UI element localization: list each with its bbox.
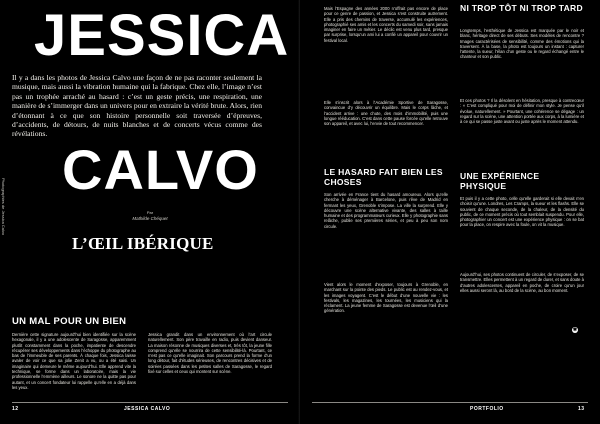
- footer-rule-right: [312, 402, 588, 403]
- body-r-col1-p2: Elle s’inscrit alors à l’Académie Sportive de Saragosse, convaincue d’y découvrir un équilibre. Mais le corps lâche, et l’accident arrive : une chute, des mois d’immobilité, puis une longue rééducation. C’est dans cette pause forcée qu’elle retrouve son appareil, et avec lui, l’envie de tout recommencer.: [324, 100, 448, 127]
- section-heading-experience: UNE EXPÉRIENCE PHYSIQUE: [460, 171, 540, 191]
- running-title: JESSICA CALVO: [124, 406, 171, 412]
- body-r-col1-p1: Mais l’Espagne des années 2000 n’offrait pas encore de place pour ce genre de passion, et Jessica s’est construite autrement. Elle a pris des chemins de traverse, accumulé les expériences, photographié ses amis et les concerts du samedi soir, sans jamais imaginer en faire un métier. Le déclic est venu plus tard, presque par surprise, lorsqu’un ami lui a confié un appareil pour couvrir un festival local.: [324, 6, 448, 43]
- section-heading-ni-trop: NI TROP TÔT NI TROP TARD: [460, 3, 583, 13]
- end-mark-icon: ✱: [572, 327, 578, 333]
- article-subtitle: L’ŒIL IBÉRIQUE: [72, 234, 214, 253]
- body-column-b: Jessica grandit dans un environnement où l’art circule naturellement. Son père travaille en radio, puis devient danseur. La maison résonne de musiques diverses et, très tôt, la jeune fille comprend qu’elle se nourrira de cette sensibilité-là. Pourtant, ce n’est pas ce qu’elle imaginait. Son parcours prend la forme d’un long détour, fait d’études sérieuses, de rencontres décisives et de soirées passées dans les petites salles de Saragosse, le regard fixé sur celles et ceux qui montent sur scène.: [148, 332, 272, 375]
- section-heading-mal: UN MAL POUR UN BIEN: [12, 316, 127, 327]
- section-label: PORTFOLIO: [470, 406, 504, 412]
- body-r-col2-p4: Aujourd’hui, ses photos continuent de circuler, de s’exposer, de se transmettre. Elles permettent à un regard de durer, et sans doute à d’autres adolescentes, appareil en poche, de croire qu’un jour elles aussi seront là, au bord de la scène, au bon moment.: [460, 272, 584, 293]
- intro-paragraph: Il y a dans les photos de Jessica Calvo une façon de ne pas raconter seulement la musique, mais aussi la vibration humaine qui la fabrique. Chez elle, l’image n’est pas un trophée arraché au hasard : c’est un geste précis, une respiration, une manière de s’immerger dans un univers pour en extraire la vérité brute. Alors, rien d’étonnant à ce que son histoire personnelle soit traversée d’épreuves, d’accidents, de détours, de nuits blanches et de concerts vécus comme des révélations.: [12, 73, 262, 139]
- body-r-col2-p3: Et puis il y a cette photo, celle qu’elle garderait si elle devait n’en choisir qu’une. Londres, Les Cramps, la sueur et les flashs. Elle se souvient de chaque seconde, de la chaleur, de la densité du public, de ce moment précis où tout semblait suspendu. Pour elle, photographier un concert est une expérience physique : on se bat pour la place, on respire avec la foule, on vit la musique.: [460, 196, 584, 228]
- title-last-name: CALVO: [62, 138, 259, 201]
- footer-rule: [12, 402, 288, 403]
- photo-credit-vertical: Photographies de Jessica Calvo: [1, 178, 6, 236]
- right-page: [300, 0, 600, 424]
- body-r-col1-p4: Vient alors le moment d’exposer, toujours à Grenoble, en marchant sur la pointe des pieds. Le public est au rendez-vous, et les images voyagent. C’est le début d’une nouvelle vie : les festivals, les magazines, les tournées, les musiciens qui la réclament. La jeune femme de Saragosse est devenue l’œil d’une génération.: [324, 282, 448, 314]
- section-heading-hasard: LE HASARD FAIT BIEN LES CHOSES: [324, 167, 443, 187]
- body-r-col2-p2: Et ces photos ? Il la désolent en hésitation, presque à contrecœur : « C’est compliqué pour moi de définir mon style. Je pense qu’il évolue, naturellement. » Pourtant, une cohérence se dégage : un regard sur la scène, une attention portée aux corps, à la lumière et à ce qui se passe juste avant ou juste après le moment attendu.: [460, 98, 584, 125]
- body-r-col1-p3: Son arrivée en France tient du hasard amoureux. Alors qu’elle cherche à déménager à Barcelone, puis rêve de Madrid en fermant les yeux, Grenoble s’impose. La ville la surprend. Elle y découvre une scène alternative vivante, des salles à taille humaine et des programmateurs curieux. Elle y photographie sans relâche, publie ses premières séries, et peu à peu son nom circule.: [324, 192, 448, 229]
- byline: [100, 210, 200, 222]
- body-column-a: Dernière cette signature aujourd’hui bien identifiée sur la scène hexagonale, il y a une adolescente de Saragosse, apparemment plutôt constamment dans la poche, impatiente de descendre récupérer ses développements dans l’échoppe du photographe au bas de l’immeuble de ses parents. À chaque fois, Jessica laisse avaler de voir ce que sa jolie Zenit a vu, ou a été saisi. Un imaginaire qui demeure le même aujourd’hui. Elle apprend vite la technique, se forme dans un laboratoire, mais la vie professionnelle l’emmène ailleurs. Le sonore ne la quitte pas pour autant, et un concert fondateur lui rappelle qu’elle en a déjà dans les yeux.: [12, 332, 136, 390]
- page-number-right: 13: [578, 406, 585, 412]
- byline-author: Mathilde Chéquet: [132, 216, 168, 221]
- title-first-name: JESSICA: [34, 3, 290, 68]
- body-r-col2-p1: Longtemps, l’esthétique de Jessica est marquée par le noir et blanc, héritage direct de ses débuts. Ses modèles de rencontre ? Images caractérisées de sensibilité, comme des émotions qui la traversent. À la base, la photo est toujours un instant : capturer l’attente, la sueur, l’élan d’un geste ou le regard échangé entre le chanteur et son public.: [460, 28, 584, 60]
- byline-by: Par: [146, 210, 154, 215]
- page-number-left: 12: [12, 406, 19, 412]
